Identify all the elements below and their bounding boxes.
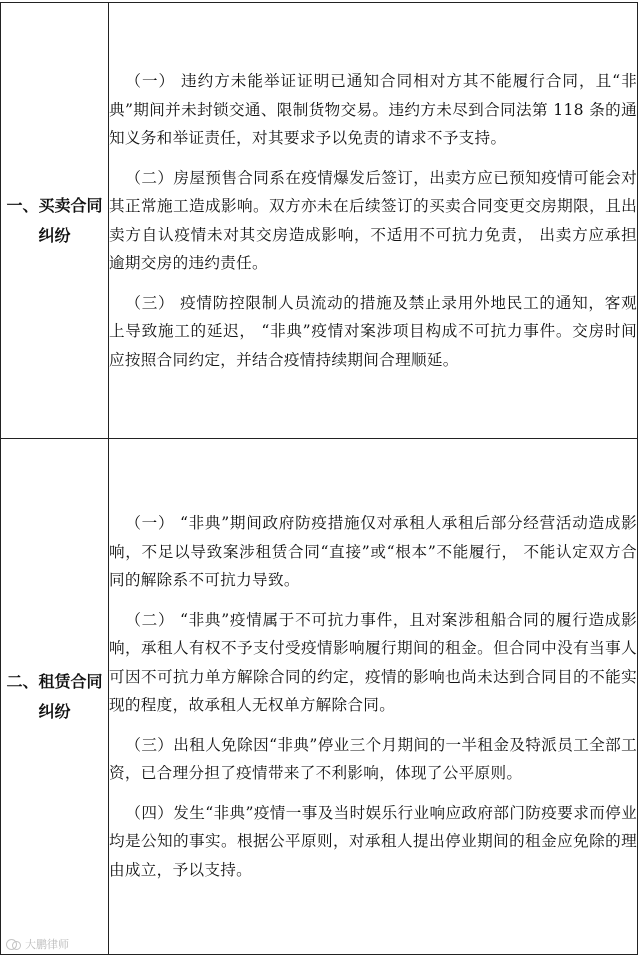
watermark — [6, 936, 69, 952]
ruling-paragraph: （一） 违约方未能举证证明已通知合同相对方其不能履行合同，且“非典”期间并未封锁交通、限制货物交易。违约方未尽到合同法第 118 条的通知义务和举证责任，对其要求予以免责的请求不予支持。 — [109, 72, 637, 147]
ruling-paragraph: （四）发生“非典”疫情一事及当时娱乐行业响应政府部门防疫要求而停业均是公知的事实。根据公平原则，对承租人提出停业期间的租金应免除的理由成立，予以支持。 — [109, 803, 637, 879]
ruling-paragraph: （一） “非典”期间政府防疫措施仅对承租人承租后部分经营活动造成影响，不足以导致案涉租赁合同“直接”或“根本”不能履行， 不能认定双方合同的解除系不可抗力导致。 — [109, 514, 637, 589]
watermark-text: 大鹏律师 — [25, 938, 69, 951]
ruling-paragraph: （二） “非典”疫情属于不可抗力事件，且对案涉租船合同的履行造成影响，承租人有权不予支付受疫情影响履行期间的租金。但合同中没有当事人可因不可抗力单方解除合同的约定，疫情的影响也尚未达到合同目的不能实现的程度，故承租人无权单方解除合同。 — [109, 610, 637, 714]
ruling-paragraph: （二）房屋预售合同系在疫情爆发后签订，出卖方应已预知疫情可能会对其正常施工造成影响。双方亦未在后续签订的买卖合同变更交房期限，且出卖方自认疫情未对其交房造成影响，不适用不可抗力免责， 出卖方应承担逾期交房的违约责任。 — [109, 168, 637, 272]
table-row — [1, 439, 638, 955]
category-cell — [1, 439, 109, 955]
category-label: 二、租赁合同纠纷 — [6, 671, 103, 721]
case-summary-table — [0, 2, 638, 955]
ruling-paragraph: （三）出租人免除因“非典”停业三个月期间的一半租金及特派员工全部工资，已合理分担了疫情带来了不利影响，体现了公平原则。 — [109, 735, 637, 782]
table-row — [1, 3, 638, 439]
content-cell — [109, 439, 638, 955]
ruling-paragraph: （三） 疫情防控限制人员流动的措施及禁止录用外地民工的通知，客观上导致施工的延迟， “非典”疫情对案涉项目构成不可抗力事件。交房时间应按照合同约定，并结合疫情持续期间合理顺延。 — [109, 293, 637, 369]
watermark-logo-icon — [6, 939, 22, 950]
content-cell — [109, 3, 638, 439]
category-cell — [1, 3, 109, 439]
category-label: 一、买卖合同纠纷 — [6, 195, 103, 245]
